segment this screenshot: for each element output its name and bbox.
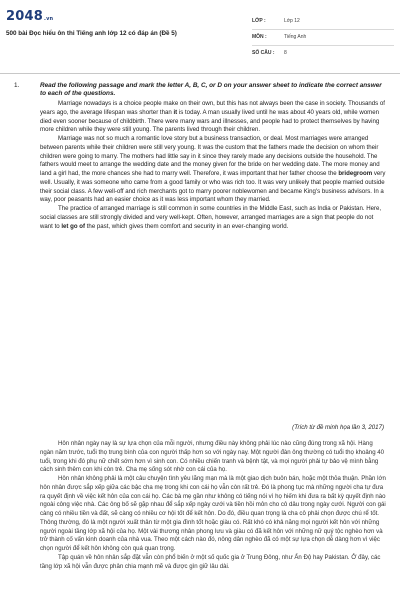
meta-label: MÔN : (252, 34, 267, 40)
question-instruction: Read the following passage and mark the letter A, B, C, or D on your answer sheet to indicate the correct answer to each of the questions. (40, 82, 382, 98)
passage-translation (40, 440, 386, 571)
meta-value: Tiếng Anh (284, 34, 307, 40)
reading-passage (40, 100, 386, 231)
highlighted-word: bridegroom (338, 170, 373, 177)
meta-label: SỐ CÂU : (252, 50, 275, 56)
passage-text: very well. Usually, it was someone who came from a good family or who was rich too. It was very unlikely that people married outside their social class. A few well-off and rich merchants got to marry poorer noblewomen and became King's business advisors. In a way, poor peasants had an easier choice as it was less important whom they married. (40, 170, 386, 204)
document-title: 500 bài Đọc hiểu ôn thi Tiếng anh lớp 12 có đáp án (Đề 5) (6, 30, 177, 37)
header-divider (0, 73, 400, 74)
highlighted-word: it (173, 108, 178, 116)
passage-text: Marriage was not so much a romantic love story but a business transaction, or deal. Most marriages were arranged between parents while their children were still very young. It was the custom that the fathers made the decision on whom their children were going to marry. The mothers had little say in it since they rarely made any decisions outside the household. The fathers would meet to arrange the wedding date and the money given for the bride on her wedding date. The more money and land a girl had, the more chances she had to marry well. Therefore, it was important that her father choose the (40, 135, 380, 177)
document-meta (252, 14, 394, 61)
passage-source: (Trích từ đề minh họa lần 3, 2017) (292, 424, 384, 431)
highlighted-word: let go of (61, 222, 86, 230)
meta-row-question-count (252, 46, 394, 61)
meta-row-grade (252, 14, 394, 30)
passage-paragraph (40, 205, 386, 231)
logo-sub: .vn (43, 16, 54, 22)
translation-paragraph: Tập quán về hôn nhân sắp đặt vẫn còn phổ biến ở một số quốc gia ở Trung Đông, như Ấn Độ hay Pakistan. Ở đây, các tầng lớp xã hội vẫn được phân chia mạnh mẽ và được gìn giữ lâu dài. (40, 553, 381, 570)
passage-paragraph (40, 135, 386, 205)
meta-row-subject (252, 30, 394, 46)
question-number: 1. (14, 82, 20, 89)
document-header (0, 0, 400, 62)
passage-text: The practice of arranged marriage is still common in some countries in the Middle East, such as India or Pakistan. Here, social classes are still strongly divided and very well-kept. Often, however, arranged marriages are a sign that people do not want to (40, 205, 382, 230)
passage-text: the past, which gives them comfort and security in an ever-changing world. (85, 222, 289, 230)
meta-label: LỚP : (252, 18, 266, 24)
meta-value: 8 (284, 50, 287, 56)
translation-paragraph: Hôn nhân ngày nay là sự lựa chọn của mỗi người, nhưng điều này không phải lúc nào cũng đúng trong xã hội. Hàng ngàn năm trước, tuổi thọ trung bình của con người thấp hơn so với ngày nay. Một người đàn ông thường có tuổi thọ khoảng 40 tuổi, trong khi đó phụ nữ chết sớm hơn vì sinh con. Có nhiều chiến tranh và bệnh tật, và mọi người phải tự bảo vệ mình bằng cách sinh thêm con khi còn trẻ. Cha mẹ sống sót nhờ con cái của họ. (40, 440, 385, 474)
passage-paragraph (40, 100, 386, 135)
site-logo[interactable] (6, 9, 53, 24)
meta-value: Lớp 12 (284, 18, 300, 24)
translation-paragraph: Hôn nhân không phải là một câu chuyện tình yêu lãng mạn mà là một giao dịch buôn bán, hoặc một thỏa thuận. Phần lớn hôn nhân được sắp xếp giữa các bậc cha mẹ trong khi con cái họ vẫn còn rất trẻ. Đó là phong tục mà những người cha tự đưa ra quyết định về việc kết hôn của con cái họ. Các bà mẹ gần như không có tiếng nói vì họ hiếm khi đưa ra bất kỳ quyết định nào ngoài công việc nhà. Các ông bố sẽ gặp nhau để sắp xếp ngày cưới và tiền hồi môn cho cô dâu trong ngày cưới. Người con gái càng có nhiều tiền và đất, sẽ càng có nhiều cơ hội tốt để kết hôn. Do đó, điều quan trọng là cha cô phải chọn được chú rể tốt. Thông thường, đó là một người xuất thân từ một gia đình tốt hoặc giàu có. Rất khó có khả năng mọi người kết hôn với những người ngoài tầng lớp xã hội của họ. Một vài thương nhân phong lưu và giàu có đã kết hôn với những nữ quý tộc nghèo hơn và trở thành cố vấn kinh doanh của nhà vua. Theo một cách nào đó, nông dân nghèo đã có một sự lựa chọn dễ dàng hơn vì việc chọn người để kết hôn không còn quá quan trọng. (40, 475, 386, 552)
passage-text: is today. A man usually lived until he was about 40 years old, while women died even sooner because of childbirth. There were many wars and illnesses, and people had to protect themselves by having more children while they were still young. The parents lived through their children. (40, 108, 380, 134)
passage-text: Marriage nowadays is a choice people make on their own, but this has not always been the case in society. Thousands of years ago, the average lifespan was shorter than (40, 100, 385, 116)
logo-main: 2048 (6, 9, 43, 24)
